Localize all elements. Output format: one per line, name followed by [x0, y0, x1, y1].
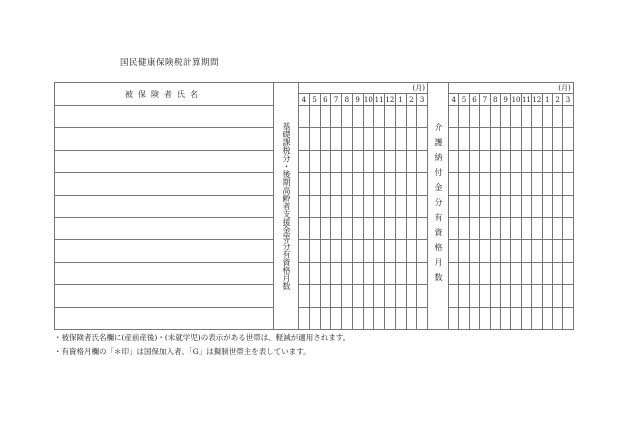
basic-month-cell	[417, 106, 428, 128]
basic-month-cell	[309, 217, 320, 239]
basic-month-cell	[385, 285, 396, 307]
care-month-cell	[469, 307, 479, 329]
table-row	[55, 262, 574, 284]
care-month-cell	[511, 307, 521, 329]
care-month-cell	[532, 128, 542, 150]
basic-month-cell	[320, 307, 331, 329]
basic-month-cell	[299, 106, 310, 128]
table-row	[55, 285, 574, 307]
care-month-cell	[542, 195, 552, 217]
basic-month-cell	[406, 150, 417, 172]
basic-month-cell	[309, 106, 320, 128]
care-month-cell	[511, 150, 521, 172]
month-header-basic: 12	[385, 95, 395, 104]
header-row-1	[55, 83, 574, 94]
care-month-cell	[490, 307, 500, 329]
basic-month-cell	[352, 173, 363, 195]
care-month-cell	[480, 262, 490, 284]
basic-month-cell	[406, 106, 417, 128]
basic-month-cell	[417, 128, 428, 150]
basic-month-cell	[374, 217, 385, 239]
care-month-cell	[449, 262, 459, 284]
basic-month-cell	[309, 285, 320, 307]
basic-month-cell	[363, 106, 374, 128]
care-month-cell	[542, 106, 552, 128]
care-month-cell	[563, 240, 573, 262]
footnotes	[54, 331, 350, 359]
care-month-cell	[449, 150, 459, 172]
basic-month-cell	[385, 195, 396, 217]
care-month-cell	[480, 307, 490, 329]
care-month-cell	[511, 262, 521, 284]
care-month-cell	[552, 173, 562, 195]
basic-month-cell	[395, 307, 406, 329]
care-month-cell	[552, 217, 562, 239]
basic-month-cell	[331, 150, 342, 172]
basic-month-cell	[331, 307, 342, 329]
table-row	[55, 307, 574, 329]
basic-month-cell	[352, 106, 363, 128]
insured-name-cell	[55, 173, 274, 195]
basic-month-cell	[363, 195, 374, 217]
basic-month-cell	[331, 240, 342, 262]
care-months-label: 介護納付金分有資格月数	[428, 83, 449, 330]
care-month-cell	[511, 128, 521, 150]
care-month-cell	[521, 285, 531, 307]
care-month-cell	[459, 285, 469, 307]
care-month-cell	[500, 240, 510, 262]
insured-name-cell	[55, 285, 274, 307]
basic-month-cell	[331, 262, 342, 284]
basic-month-cell	[309, 195, 320, 217]
insured-name-cell	[55, 262, 274, 284]
care-month-cell	[552, 150, 562, 172]
basic-month-cell	[320, 217, 331, 239]
care-month-cell	[469, 150, 479, 172]
basic-month-cell	[352, 262, 363, 284]
care-month-cell	[490, 150, 500, 172]
table-row	[55, 106, 574, 128]
care-month-cell	[459, 240, 469, 262]
care-month-cell	[521, 106, 531, 128]
care-month-cell	[449, 106, 459, 128]
basic-month-cell	[309, 173, 320, 195]
month-header-basic: 10	[363, 95, 373, 104]
basic-month-cell	[395, 173, 406, 195]
basic-month-cell	[374, 128, 385, 150]
basic-month-cell	[374, 307, 385, 329]
basic-month-cell	[417, 150, 428, 172]
basic-month-cell	[320, 173, 331, 195]
care-month-cell	[542, 285, 552, 307]
month-header-care: 9	[500, 94, 510, 106]
basic-month-cell	[331, 128, 342, 150]
basic-month-cell	[320, 195, 331, 217]
basic-month-cell	[406, 262, 417, 284]
care-month-cell	[521, 217, 531, 239]
care-month-cell	[521, 240, 531, 262]
basic-month-cell	[299, 217, 310, 239]
care-month-cell	[521, 307, 531, 329]
basic-month-cell	[417, 173, 428, 195]
care-month-cell	[542, 150, 552, 172]
care-month-cell	[449, 240, 459, 262]
basic-month-cell	[320, 240, 331, 262]
basic-month-cell	[406, 240, 417, 262]
basic-month-cell	[417, 285, 428, 307]
care-month-cell	[552, 128, 562, 150]
basic-month-cell	[406, 128, 417, 150]
care-month-cell	[511, 106, 521, 128]
basic-month-cell	[374, 150, 385, 172]
care-month-cell	[511, 217, 521, 239]
care-month-cell	[532, 307, 542, 329]
care-month-cell	[532, 240, 542, 262]
care-month-cell	[480, 173, 490, 195]
basic-month-cell	[374, 262, 385, 284]
insured-name-cell	[55, 150, 274, 172]
basic-month-cell	[309, 150, 320, 172]
basic-month-cell	[342, 240, 353, 262]
insured-name-cell	[55, 307, 274, 329]
care-month-cell	[552, 262, 562, 284]
care-month-cell	[500, 150, 510, 172]
basic-months-label: 基礎課税分・後期高齢者支援金等分有資格月数	[274, 83, 299, 330]
basic-month-cell	[395, 240, 406, 262]
basic-month-cell	[299, 195, 310, 217]
basic-month-cell	[395, 217, 406, 239]
basic-month-cell	[363, 285, 374, 307]
care-month-cell	[542, 307, 552, 329]
basic-month-cell	[331, 195, 342, 217]
care-month-cell	[480, 285, 490, 307]
care-month-cell	[469, 106, 479, 128]
care-month-cell	[532, 217, 542, 239]
basic-month-cell	[342, 285, 353, 307]
basic-month-cell	[395, 285, 406, 307]
month-header-care: 12	[532, 95, 542, 104]
month-header-care: 11	[521, 95, 531, 104]
basic-month-cell	[352, 240, 363, 262]
care-month-cell	[500, 173, 510, 195]
month-header-basic: 3	[417, 94, 428, 106]
care-month-cell	[459, 106, 469, 128]
basic-month-cell	[342, 173, 353, 195]
care-month-cell	[459, 217, 469, 239]
month-header-care: 3	[563, 94, 573, 106]
care-month-cell	[459, 173, 469, 195]
basic-month-cell	[363, 150, 374, 172]
care-month-cell	[552, 307, 562, 329]
table-row	[55, 240, 574, 262]
basic-month-cell	[320, 285, 331, 307]
basic-month-cell	[342, 106, 353, 128]
care-month-cell	[469, 262, 479, 284]
care-month-cell	[511, 240, 521, 262]
care-month-cell	[449, 307, 459, 329]
basic-month-cell	[385, 173, 396, 195]
care-month-cell	[459, 307, 469, 329]
insured-name-cell	[55, 128, 274, 150]
basic-month-cell	[342, 217, 353, 239]
care-month-cell	[469, 240, 479, 262]
basic-month-cell	[352, 150, 363, 172]
table-row	[55, 128, 574, 150]
insured-name-cell	[55, 217, 274, 239]
month-header-care: 4	[449, 94, 459, 106]
basic-month-cell	[299, 128, 310, 150]
care-month-cell	[480, 150, 490, 172]
month-header-basic: 4	[299, 94, 310, 106]
care-month-cell	[490, 195, 500, 217]
basic-month-cell	[331, 285, 342, 307]
care-month-cell	[449, 128, 459, 150]
basic-month-cell	[299, 285, 310, 307]
care-month-cell	[469, 217, 479, 239]
care-month-cell	[563, 217, 573, 239]
basic-month-cell	[342, 150, 353, 172]
basic-month-cell	[417, 217, 428, 239]
table-row	[55, 217, 574, 239]
care-month-cell	[449, 173, 459, 195]
basic-month-cell	[342, 195, 353, 217]
basic-month-cell	[309, 240, 320, 262]
care-month-cell	[542, 217, 552, 239]
care-month-cell	[500, 307, 510, 329]
basic-month-cell	[385, 150, 396, 172]
insured-name-cell	[55, 106, 274, 128]
care-month-cell	[542, 128, 552, 150]
month-header-basic: 2	[406, 94, 417, 106]
care-month-cell	[480, 195, 490, 217]
care-month-cell	[469, 285, 479, 307]
basic-month-cell	[385, 128, 396, 150]
basic-month-cell	[363, 128, 374, 150]
care-month-cell	[532, 262, 542, 284]
basic-month-cell	[299, 240, 310, 262]
basic-month-cell	[363, 262, 374, 284]
basic-month-cell	[320, 262, 331, 284]
basic-month-cell	[299, 262, 310, 284]
care-month-cell	[449, 217, 459, 239]
basic-month-cell	[331, 217, 342, 239]
care-month-cell	[521, 195, 531, 217]
basic-month-cell	[342, 262, 353, 284]
care-month-cell	[563, 285, 573, 307]
care-month-cell	[521, 128, 531, 150]
care-month-cell	[449, 195, 459, 217]
care-month-cell	[563, 262, 573, 284]
table-row	[55, 173, 574, 195]
care-month-cell	[490, 128, 500, 150]
insured-name-cell	[55, 240, 274, 262]
month-header-basic: 7	[331, 94, 342, 106]
basic-month-cell	[385, 262, 396, 284]
care-month-cell	[552, 106, 562, 128]
basic-month-cell	[417, 307, 428, 329]
basic-month-cell	[352, 285, 363, 307]
basic-month-cell	[406, 285, 417, 307]
care-month-cell	[552, 240, 562, 262]
care-month-cell	[480, 128, 490, 150]
care-month-cell	[563, 307, 573, 329]
basic-month-cell	[352, 128, 363, 150]
care-month-cell	[521, 150, 531, 172]
care-month-cell	[552, 195, 562, 217]
care-month-cell	[459, 128, 469, 150]
month-header-care: 2	[552, 94, 562, 106]
care-month-cell	[459, 195, 469, 217]
care-month-cell	[552, 285, 562, 307]
care-month-cell	[480, 240, 490, 262]
insured-name-cell	[55, 195, 274, 217]
care-month-cell	[521, 262, 531, 284]
care-month-cell	[511, 173, 521, 195]
care-month-cell	[490, 217, 500, 239]
care-month-cell	[500, 195, 510, 217]
note-1: ・被保険者氏名欄に(産前産後)・(未就学児)の表示がある世帯は、軽減が適用されます。	[54, 333, 351, 342]
basic-month-cell	[363, 217, 374, 239]
care-month-cell	[500, 128, 510, 150]
table-row	[55, 150, 574, 172]
basic-month-cell	[385, 240, 396, 262]
month-header-care: 7	[480, 94, 490, 106]
basic-month-cell	[331, 106, 342, 128]
care-month-cell	[532, 285, 542, 307]
month-unit-basic: (月)	[299, 83, 428, 94]
basic-month-cell	[331, 173, 342, 195]
basic-month-cell	[299, 307, 310, 329]
basic-month-cell	[299, 173, 310, 195]
basic-month-cell	[406, 195, 417, 217]
basic-month-cell	[309, 128, 320, 150]
month-header-care: 8	[490, 94, 500, 106]
basic-month-cell	[417, 195, 428, 217]
basic-month-cell	[395, 128, 406, 150]
care-month-cell	[563, 173, 573, 195]
basic-month-cell	[385, 307, 396, 329]
care-month-cell	[469, 128, 479, 150]
care-month-cell	[532, 173, 542, 195]
month-header-basic: 9	[352, 94, 363, 106]
tax-period-table	[54, 82, 574, 330]
basic-month-cell	[374, 285, 385, 307]
month-header-basic: 6	[320, 94, 331, 106]
month-header-basic: 8	[342, 94, 353, 106]
month-header-care: 6	[469, 94, 479, 106]
month-header-care: 10	[511, 95, 521, 104]
basic-month-cell	[374, 240, 385, 262]
basic-month-cell	[395, 262, 406, 284]
basic-month-cell	[352, 217, 363, 239]
care-month-cell	[469, 195, 479, 217]
page-title: 国民健康保険税計算期間	[120, 58, 220, 68]
basic-month-cell	[385, 217, 396, 239]
month-header-care: 1	[542, 94, 552, 106]
basic-month-cell	[406, 217, 417, 239]
care-month-cell	[459, 150, 469, 172]
basic-month-cell	[363, 307, 374, 329]
care-month-cell	[490, 285, 500, 307]
care-month-cell	[542, 173, 552, 195]
care-month-cell	[480, 217, 490, 239]
basic-month-cell	[320, 106, 331, 128]
basic-month-cell	[309, 307, 320, 329]
care-month-cell	[500, 285, 510, 307]
care-month-cell	[532, 195, 542, 217]
care-month-cell	[500, 217, 510, 239]
month-header-basic: 5	[309, 94, 320, 106]
basic-month-cell	[417, 262, 428, 284]
month-header-basic: 11	[374, 95, 384, 104]
basic-month-cell	[363, 173, 374, 195]
care-month-cell	[500, 106, 510, 128]
basic-month-cell	[320, 128, 331, 150]
month-header-basic: 1	[395, 94, 406, 106]
care-month-cell	[563, 106, 573, 128]
care-month-cell	[490, 173, 500, 195]
basic-month-cell	[342, 128, 353, 150]
care-month-cell	[480, 106, 490, 128]
basic-month-cell	[320, 150, 331, 172]
care-month-cell	[563, 128, 573, 150]
care-month-cell	[563, 195, 573, 217]
basic-month-cell	[395, 106, 406, 128]
basic-month-cell	[309, 262, 320, 284]
basic-month-cell	[352, 195, 363, 217]
basic-month-cell	[342, 307, 353, 329]
basic-month-cell	[374, 106, 385, 128]
basic-month-cell	[352, 307, 363, 329]
basic-month-cell	[363, 240, 374, 262]
month-unit-care: (月)	[449, 83, 574, 94]
note-2: ・有資格月欄の「＊印」は国保加入者、「G」は擬制世帯主を表しています。	[54, 347, 311, 356]
care-month-cell	[563, 150, 573, 172]
care-month-cell	[542, 262, 552, 284]
care-month-cell	[500, 262, 510, 284]
basic-month-cell	[395, 150, 406, 172]
care-month-cell	[459, 262, 469, 284]
care-month-cell	[490, 106, 500, 128]
basic-month-cell	[374, 173, 385, 195]
care-month-cell	[490, 262, 500, 284]
table-row	[55, 195, 574, 217]
basic-month-cell	[299, 150, 310, 172]
care-month-cell	[449, 285, 459, 307]
care-month-cell	[469, 173, 479, 195]
care-month-cell	[542, 240, 552, 262]
basic-month-cell	[385, 106, 396, 128]
care-month-cell	[532, 106, 542, 128]
basic-month-cell	[417, 240, 428, 262]
name-header: 被保険者氏名	[55, 83, 274, 106]
care-month-cell	[521, 173, 531, 195]
care-month-cell	[532, 150, 542, 172]
basic-month-cell	[395, 195, 406, 217]
basic-month-cell	[406, 307, 417, 329]
month-header-care: 5	[459, 94, 469, 106]
basic-month-cell	[374, 195, 385, 217]
care-month-cell	[511, 285, 521, 307]
care-month-cell	[511, 195, 521, 217]
basic-month-cell	[406, 173, 417, 195]
care-month-cell	[490, 240, 500, 262]
